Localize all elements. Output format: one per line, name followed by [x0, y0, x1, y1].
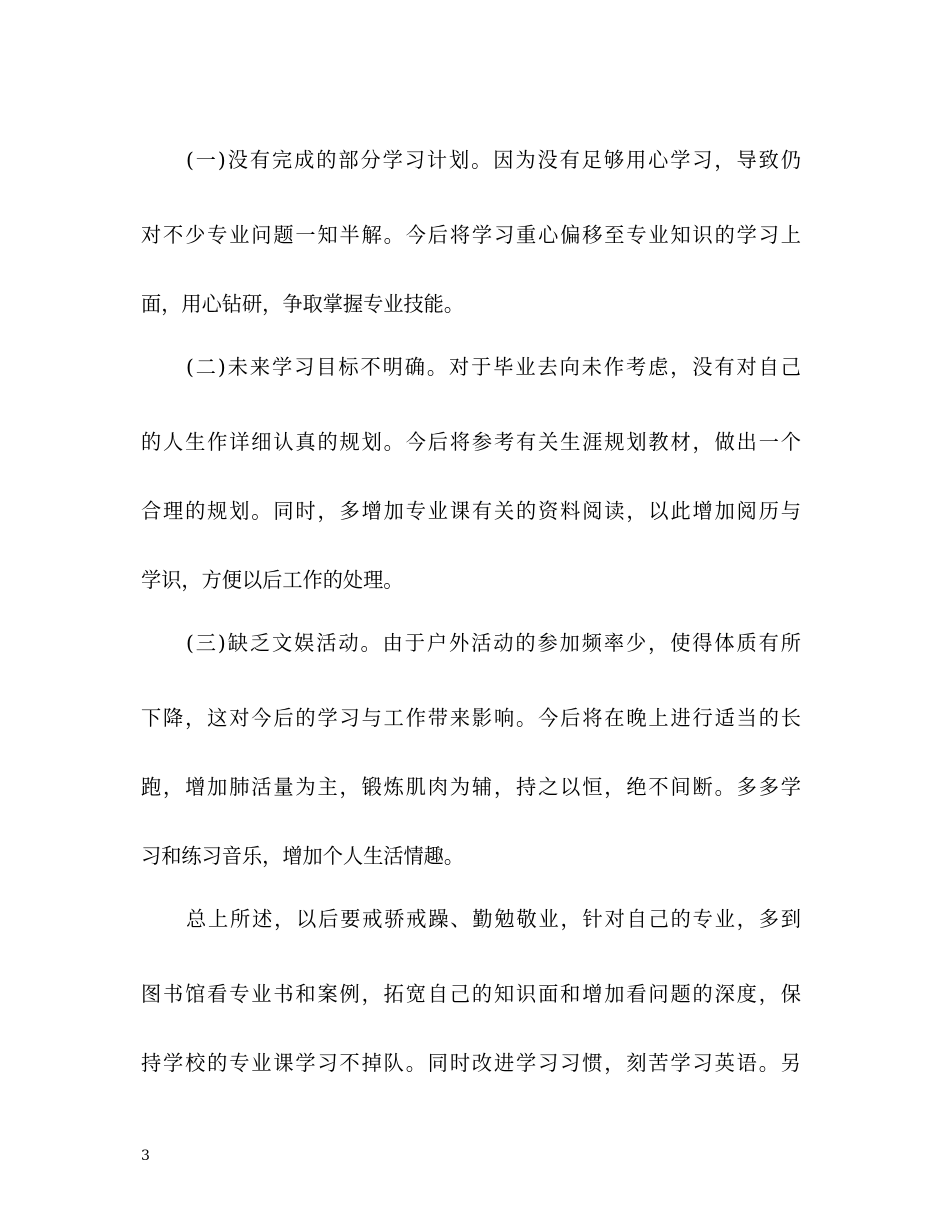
paragraph-1-line-3: 面，用心钻研，争取掌握专业技能。 [141, 292, 465, 316]
paragraph-3-line-4: 习和练习音乐，增加个人生活情趣。 [141, 844, 465, 868]
paragraph-2-line-4: 学识，方便以后工作的处理。 [141, 568, 404, 592]
paragraph-1-line-2: 对不少专业问题一知半解。今后将学习重心偏移至专业知识的学习上 [141, 223, 801, 247]
paragraph-4-line-2: 图书馆看专业书和案例，拓宽自己的知识面和增加看问题的深度，保 [141, 982, 801, 1006]
paragraph-3-line-2: 下降，这对今后的学习与工作带来影响。今后将在晚上进行适当的长 [141, 706, 801, 730]
paragraph-2-line-1: (二)未来学习目标不明确。对于毕业去向未作考虑，没有对自己 [186, 355, 801, 379]
paragraph-2-line-2: 的人生作详细认真的规划。今后将参考有关生涯规划教材，做出一个 [141, 430, 801, 454]
paragraph-1-line-1: (一)没有完成的部分学习计划。因为没有足够用心学习，导致仍 [186, 148, 801, 172]
paragraph-3-line-1: (三)缺乏文娱活动。由于户外活动的参加频率少，使得体质有所 [186, 631, 801, 655]
paragraph-4-line-3: 持学校的专业课学习不掉队。同时改进学习习惯，刻苦学习英语。另 [141, 1051, 801, 1075]
paragraph-3-line-3: 跑，增加肺活量为主，锻炼肌肉为辅，持之以恒，绝不间断。多多学 [141, 775, 801, 799]
paragraph-2-line-3: 合理的规划。同时，多增加专业课有关的资料阅读，以此增加阅历与 [141, 499, 801, 523]
paragraph-4-line-1: 总上所述，以后要戒骄戒躁、勤勉敬业，针对自己的专业，多到 [186, 907, 801, 931]
page-number: 3 [141, 1148, 150, 1164]
